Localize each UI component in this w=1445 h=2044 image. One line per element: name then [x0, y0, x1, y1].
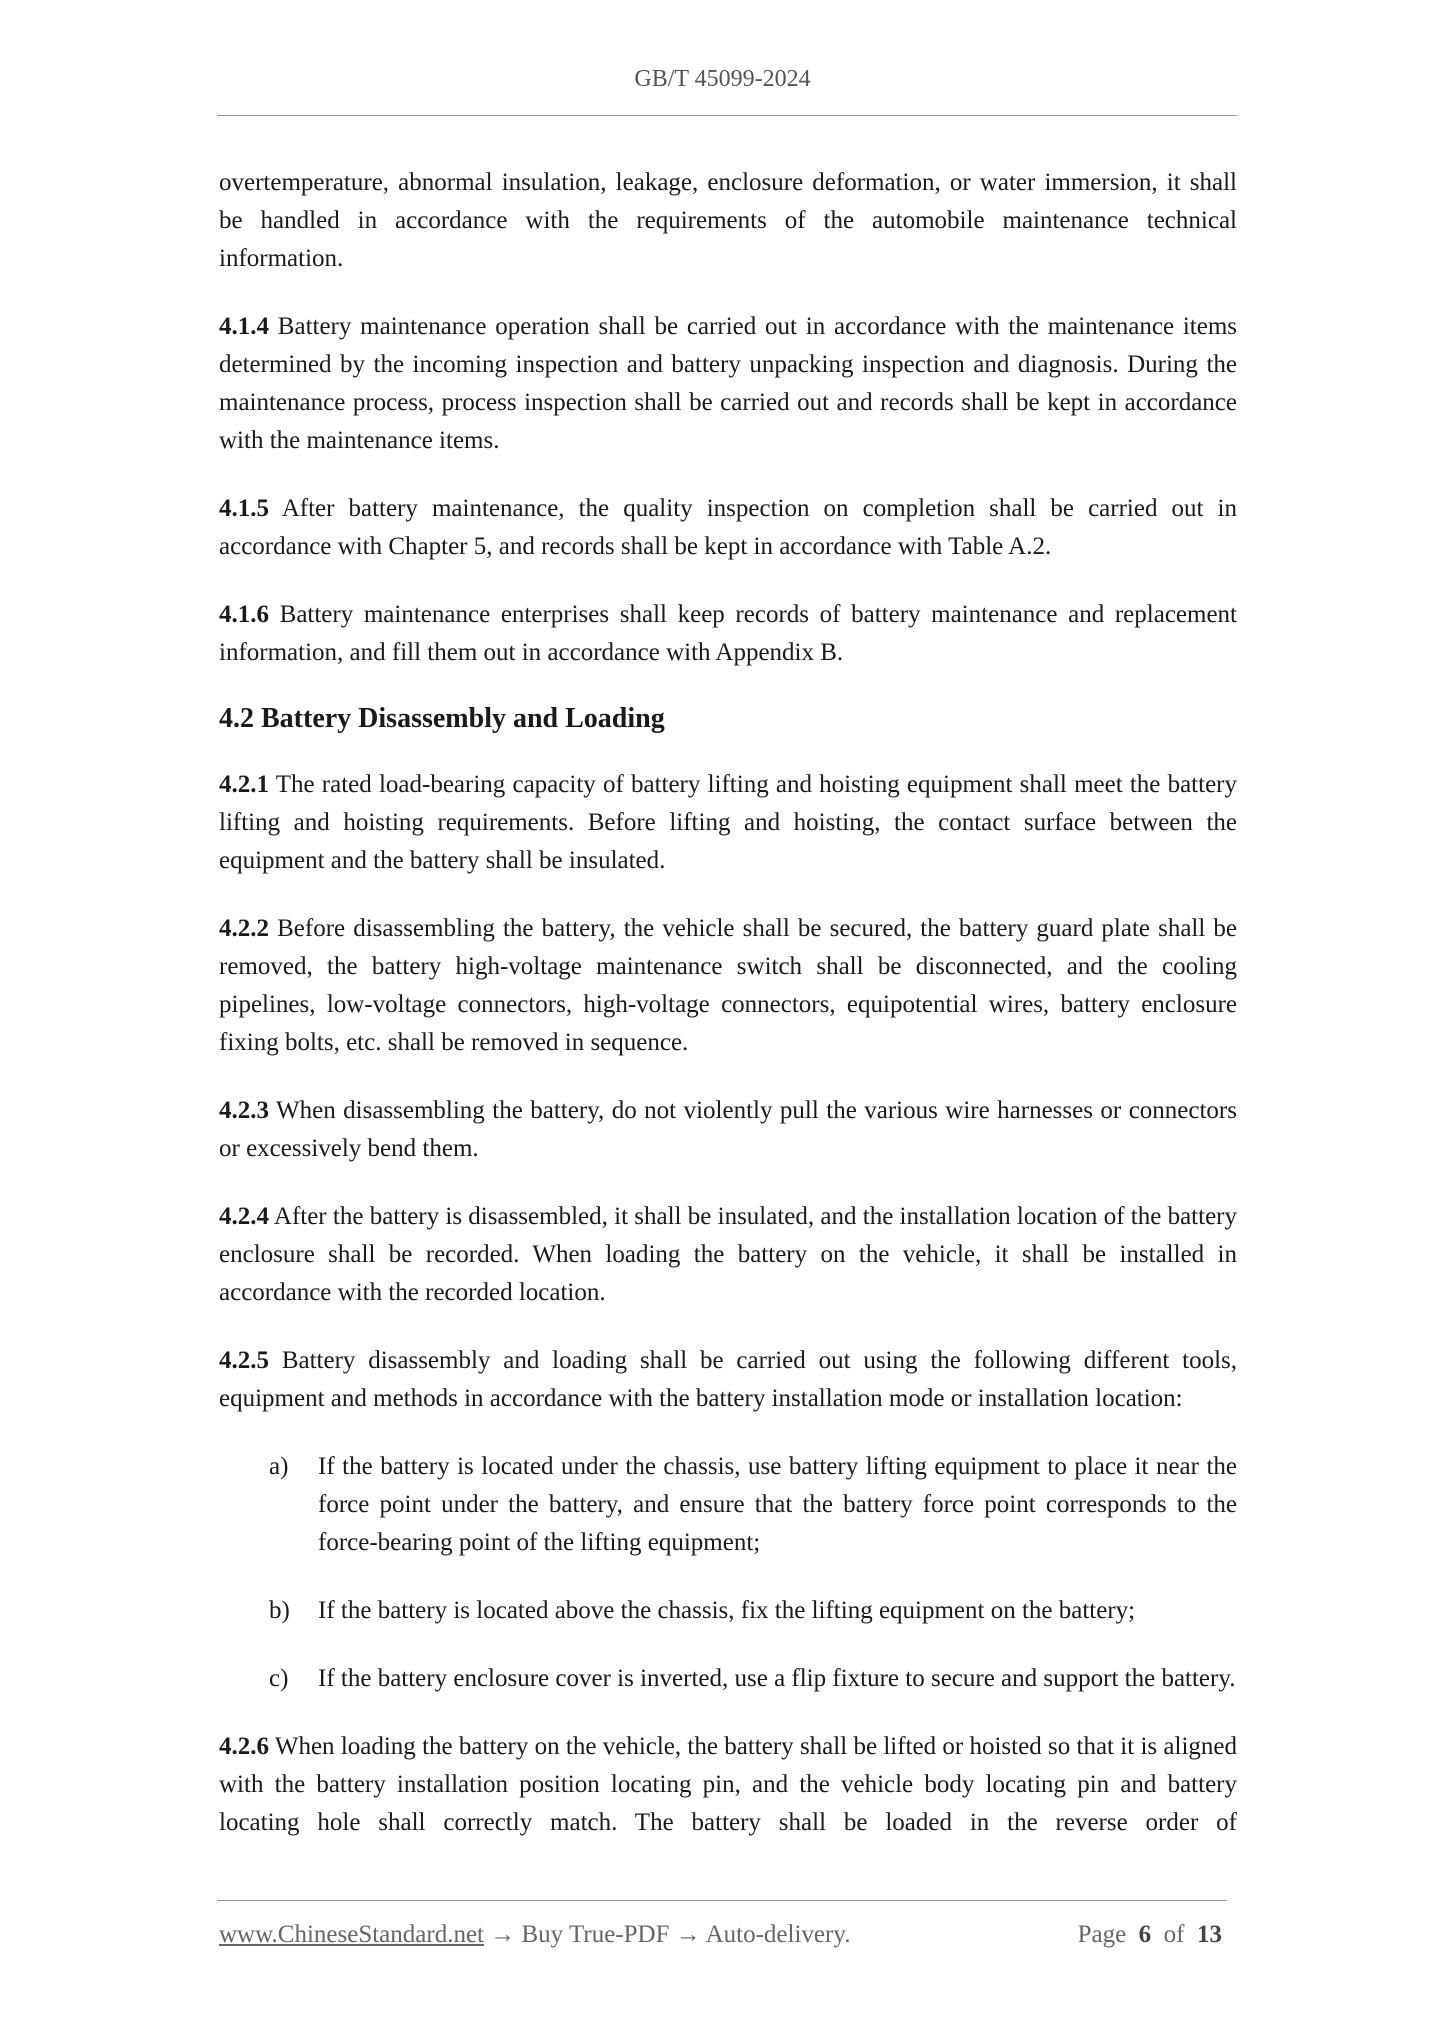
paragraph-text: When loading the battery on the vehicle, the battery shall be lifted or hoisted so that it is aligned with the battery installation position locating pin, and the vehicle body locating pin and battery locating hole shall correctly match. The battery shall be loaded in the reverse order of	[219, 1733, 1237, 1836]
paragraph-text: When disassembling the battery, do not violently pull the various wire harnesses or connectors or excessively bend them.	[219, 1097, 1237, 1162]
clause-number: 4.1.4	[219, 313, 269, 340]
clause-number: 4.1.5	[219, 495, 269, 522]
arrow-right-icon: →	[675, 1921, 701, 1948]
paragraph-text: The rated load-bearing capacity of battery lifting and hoisting equipment shall meet the battery lifting and hoisting requirements. Before lifting and hoisting, the contact surface between the equipment and the battery shall be insulated.	[219, 771, 1237, 874]
list-item-text: If the battery is located under the chassis, use battery lifting equipment to place it near the force point under the battery, and ensure that the battery force point corresponds to the force-bearing point of the lifting equipment;	[318, 1453, 1237, 1556]
page-current: 6	[1138, 1921, 1152, 1948]
list-item-b	[219, 1592, 1237, 1630]
clause-number: 4.2.3	[219, 1097, 269, 1124]
paragraph-text: Battery maintenance operation shall be carried out in accordance with the maintenance items determined by the incoming inspection and battery unpacking inspection and diagnosis. During the maintenance process, process inspection shall be carried out and records shall be kept in accordance with the maintenance items.	[219, 313, 1238, 454]
list-item-c	[219, 1660, 1237, 1698]
clause-number: 4.2.1	[219, 771, 269, 798]
site-link[interactable]: www.ChineseStandard.net	[219, 1921, 484, 1948]
paragraph-4-1-6	[219, 596, 1237, 672]
clause-number: 4.2.4	[219, 1203, 269, 1230]
list-marker: a)	[269, 1453, 289, 1480]
buy-true-pdf-text: Buy True-PDF	[521, 1921, 670, 1948]
list-item-a	[219, 1448, 1237, 1562]
paragraph-4-2-5	[219, 1342, 1237, 1418]
paragraph-4-2-1	[219, 766, 1237, 880]
document-body	[219, 164, 1237, 1872]
paragraph-text: Battery disassembly and loading shall be carried out using the following different tools, equipment and methods in accordance with the battery installation mode or installation location:	[219, 1347, 1237, 1412]
paragraph-continuation	[219, 164, 1237, 278]
list-marker: c)	[269, 1665, 289, 1692]
paragraph-4-2-3	[219, 1092, 1237, 1168]
footer-promo	[219, 1921, 850, 1949]
clause-number: 4.2.2	[219, 915, 269, 942]
paragraph-text: After battery maintenance, the quality inspection on completion shall be carried out in accordance with Chapter 5, and records shall be kept in accordance with Table A.2.	[219, 495, 1237, 560]
list-marker: b)	[269, 1597, 290, 1624]
arrow-right-icon: →	[490, 1921, 516, 1948]
footer-divider	[217, 1900, 1227, 1901]
paragraph-4-2-4	[219, 1198, 1237, 1312]
clause-number: 4.1.6	[219, 601, 269, 628]
page-total: 13	[1197, 1921, 1222, 1948]
list-item-text: If the battery is located above the chassis, fix the lifting equipment on the battery;	[318, 1597, 1136, 1624]
clause-number: 4.2.6	[219, 1733, 269, 1760]
paragraph-4-2-2	[219, 910, 1237, 1062]
paragraph-text: overtemperature, abnormal insulation, leakage, enclosure deformation, or water immersion, it shall be handled in accordance with the requirements of the automobile maintenance technical information.	[219, 169, 1237, 272]
paragraph-text: Before disassembling the battery, the vehicle shall be secured, the battery guard plate shall be removed, the battery high-voltage maintenance switch shall be disconnected, and the cooling pipelines, low-voltage connectors, high-voltage connectors, equipotential wires, battery enclosure fixing bolts, etc. shall be removed in sequence.	[219, 915, 1238, 1056]
page-number	[1078, 1921, 1222, 1949]
paragraph-text: Battery maintenance enterprises shall keep records of battery maintenance and replacement information, and fill them out in accordance with Appendix B.	[219, 601, 1237, 666]
clause-number: 4.2.5	[219, 1347, 269, 1374]
paragraph-4-1-5	[219, 490, 1237, 566]
paragraph-4-2-6	[219, 1728, 1237, 1842]
page-header-title: GB/T 45099-2024	[634, 66, 811, 92]
page-label: Page	[1077, 1921, 1127, 1948]
page-of-label: of	[1163, 1921, 1185, 1948]
list-item-text: If the battery enclosure cover is inverted, use a flip fixture to secure and support the battery.	[318, 1665, 1236, 1692]
paragraph-4-1-4	[219, 308, 1237, 460]
auto-delivery-text: Auto-delivery.	[705, 1921, 851, 1948]
section-heading-4-2: 4.2 Battery Disassembly and Loading	[219, 703, 665, 734]
header-divider	[217, 115, 1237, 116]
paragraph-text: After the battery is disassembled, it shall be insulated, and the installation location of the battery enclosure shall be recorded. When loading the battery on the vehicle, it shall be installed in accordance with the recorded location.	[219, 1203, 1237, 1306]
